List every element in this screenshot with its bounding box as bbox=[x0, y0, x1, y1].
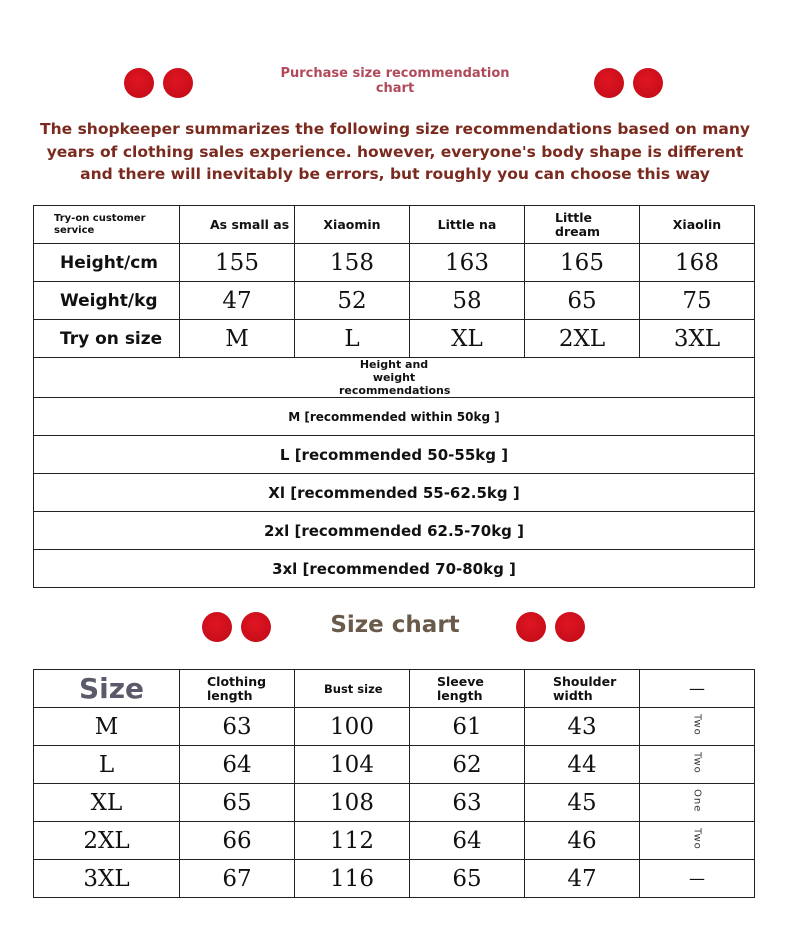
page-title: Purchase size recommendation chart bbox=[280, 66, 510, 96]
extra-cell bbox=[640, 822, 755, 860]
extra-cell bbox=[640, 784, 755, 822]
red-dot-icon bbox=[555, 612, 585, 642]
size-cell: 2XL bbox=[34, 822, 180, 860]
sleeve-cell: 63 bbox=[410, 784, 525, 822]
size-value: M bbox=[180, 320, 295, 358]
column-header: — bbox=[640, 670, 755, 708]
bust-cell: 104 bbox=[295, 746, 410, 784]
recommendation-row: M [recommended within 50kg ] bbox=[34, 398, 755, 436]
recommendation-row: L [recommended 50-55kg ] bbox=[34, 436, 755, 474]
table-row bbox=[34, 860, 755, 898]
column-header: Bust size bbox=[295, 670, 410, 708]
height-value: 168 bbox=[640, 244, 755, 282]
shoulder-cell: 43 bbox=[525, 708, 640, 746]
red-dot-icon bbox=[202, 612, 232, 642]
table-row bbox=[34, 244, 755, 282]
size-value: 3XL bbox=[640, 320, 755, 358]
size-header: Size bbox=[34, 670, 180, 708]
size-cell: 3XL bbox=[34, 860, 180, 898]
length-cell: 67 bbox=[180, 860, 295, 898]
row-label: Try on size bbox=[34, 320, 180, 358]
size-chart-table bbox=[33, 669, 755, 898]
extra-cell bbox=[640, 746, 755, 784]
customer-header: Little dream bbox=[525, 206, 640, 244]
height-value: 165 bbox=[525, 244, 640, 282]
table-row bbox=[34, 320, 755, 358]
length-cell: 64 bbox=[180, 746, 295, 784]
recommendation-row: Xl [recommended 55-62.5kg ] bbox=[34, 474, 755, 512]
height-value: 155 bbox=[180, 244, 295, 282]
row-label: Weight/kg bbox=[34, 282, 180, 320]
column-header: Clothing length bbox=[180, 670, 295, 708]
weight-value: 52 bbox=[295, 282, 410, 320]
size-value: XL bbox=[410, 320, 525, 358]
weight-value: 58 bbox=[410, 282, 525, 320]
bust-cell: 112 bbox=[295, 822, 410, 860]
height-value: 163 bbox=[410, 244, 525, 282]
table-row bbox=[34, 708, 755, 746]
bust-cell: 108 bbox=[295, 784, 410, 822]
customer-header: Xiaolin bbox=[640, 206, 755, 244]
shoulder-cell: 44 bbox=[525, 746, 640, 784]
extra-cell-text: Two bbox=[691, 751, 703, 774]
extra-cell-text: One bbox=[691, 788, 703, 813]
shoulder-cell: 46 bbox=[525, 822, 640, 860]
extra-cell-text: Two bbox=[691, 713, 703, 736]
red-dot-icon bbox=[163, 68, 193, 98]
bust-cell: 100 bbox=[295, 708, 410, 746]
sleeve-cell: 64 bbox=[410, 822, 525, 860]
shoulder-cell: 45 bbox=[525, 784, 640, 822]
row-label: Height/cm bbox=[34, 244, 180, 282]
intro-text: The shopkeeper summarizes the following size recommendations based on many years of clothing sales experience. however, everyone's body shape is different and there will inevitably be errors, but roughly you can choose this way bbox=[40, 120, 750, 183]
table-row bbox=[34, 282, 755, 320]
table-row bbox=[34, 746, 755, 784]
red-dot-icon bbox=[594, 68, 624, 98]
length-cell: 66 bbox=[180, 822, 295, 860]
sleeve-cell: 65 bbox=[410, 860, 525, 898]
customer-header: Xiaomin bbox=[295, 206, 410, 244]
shoulder-cell: 47 bbox=[525, 860, 640, 898]
height-value: 158 bbox=[295, 244, 410, 282]
extra-cell: — bbox=[640, 860, 755, 898]
size-value: 2XL bbox=[525, 320, 640, 358]
red-dot-icon bbox=[633, 68, 663, 98]
weight-value: 47 bbox=[180, 282, 295, 320]
red-dot-icon bbox=[124, 68, 154, 98]
red-dot-icon bbox=[241, 612, 271, 642]
size-value: L bbox=[295, 320, 410, 358]
recommendation-row: 2xl [recommended 62.5-70kg ] bbox=[34, 512, 755, 550]
weight-value: 75 bbox=[640, 282, 755, 320]
extra-cell bbox=[640, 708, 755, 746]
length-cell: 65 bbox=[180, 784, 295, 822]
column-header: Shoulder width bbox=[525, 670, 640, 708]
weight-value: 65 bbox=[525, 282, 640, 320]
column-header: Sleeve length bbox=[410, 670, 525, 708]
customer-header: As small as bbox=[180, 206, 295, 244]
extra-cell-text: Two bbox=[691, 827, 703, 850]
size-cell: L bbox=[34, 746, 180, 784]
size-cell: M bbox=[34, 708, 180, 746]
section-label-text: Height and weight recommendations bbox=[339, 358, 451, 397]
sleeve-cell: 62 bbox=[410, 746, 525, 784]
bust-cell: 116 bbox=[295, 860, 410, 898]
length-cell: 63 bbox=[180, 708, 295, 746]
tryon-table bbox=[33, 205, 755, 588]
customer-header: Little na bbox=[410, 206, 525, 244]
table-row bbox=[34, 784, 755, 822]
red-dot-icon bbox=[516, 612, 546, 642]
sleeve-cell: 61 bbox=[410, 708, 525, 746]
recommendation-row: 3xl [recommended 70-80kg ] bbox=[34, 550, 755, 588]
table-row bbox=[34, 822, 755, 860]
corner-header: Try-on customer service bbox=[34, 206, 180, 244]
size-cell: XL bbox=[34, 784, 180, 822]
section-label bbox=[34, 358, 755, 398]
size-chart-title: Size chart bbox=[330, 612, 460, 638]
